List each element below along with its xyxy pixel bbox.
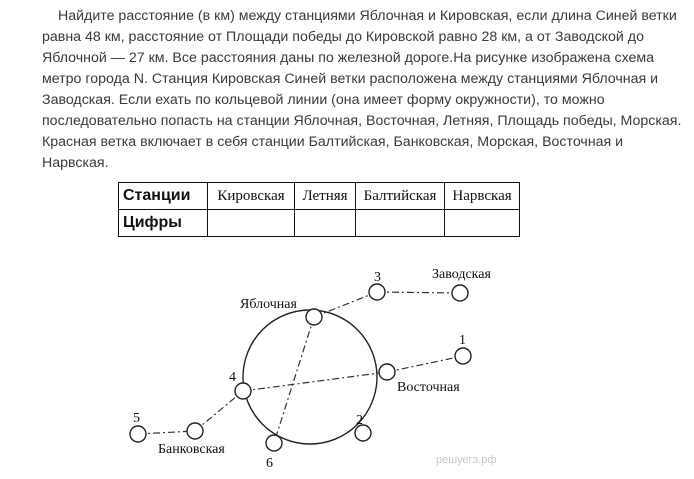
watermark: решуегэ.рф <box>436 454 497 466</box>
station-vostochnaya <box>379 364 395 380</box>
number-5: 5 <box>133 411 140 426</box>
station-zavodskaya <box>452 285 468 301</box>
station-3 <box>369 284 385 300</box>
red-line-segment <box>195 391 243 431</box>
label-bankovskaya: Банковская <box>158 442 225 457</box>
problem-text: Найдите расстояние (в км) между станциями Яблочная и Кировская, если длина Синей ветки равна 48 км, расстояние от Площади победы до Кировской равно 28 км, а от Заводской до Яблочной — 27 км. Все расстояния даны по железной дороге.На рисунке изображена схема метро города N. Станция Кировская Синей ветки расположена между станциями Яблочная и Заводская. Если ехать по кольцевой линии (она имеет форму окружности), то можно последовательно попасть на станции Яблочная, Восточная, Летняя, Площадь победы, Морская. Красная ветка включает в себя станции Балтийская, Банковская, Морская, Восточная и Нарвская. <box>42 8 682 171</box>
digits-row-header: Цифры <box>119 210 208 237</box>
red-line-segment <box>387 356 463 372</box>
station-cell-baltiyskaya: Балтийская <box>356 183 445 210</box>
station-yablochnaya <box>306 309 322 325</box>
station-6 <box>266 435 282 451</box>
number-1: 1 <box>459 333 466 348</box>
label-vostochnaya: Восточная <box>397 380 460 395</box>
station-cell-narvskaya: Нарвская <box>445 183 520 210</box>
station-4 <box>235 383 251 399</box>
red-line-segment <box>243 372 387 391</box>
stations-row-header: Станции <box>119 183 208 210</box>
number-3: 3 <box>374 270 381 285</box>
blue-line-segment <box>314 292 377 317</box>
station-5 <box>130 426 146 442</box>
label-zavodskaya: Заводская <box>432 267 491 282</box>
label-yablochnaya: Яблочная <box>240 297 297 312</box>
number-4: 4 <box>229 370 236 385</box>
station-cell-kirovskaya: Кировская <box>208 183 295 210</box>
station-1 <box>455 348 471 364</box>
number-2: 2 <box>356 413 363 428</box>
station-cell-letnyaya: Летняя <box>295 183 356 210</box>
blue-line-segment <box>377 292 460 293</box>
station-bankovskaya <box>187 423 203 439</box>
blue-line-segment <box>274 317 314 443</box>
number-6: 6 <box>266 456 273 471</box>
